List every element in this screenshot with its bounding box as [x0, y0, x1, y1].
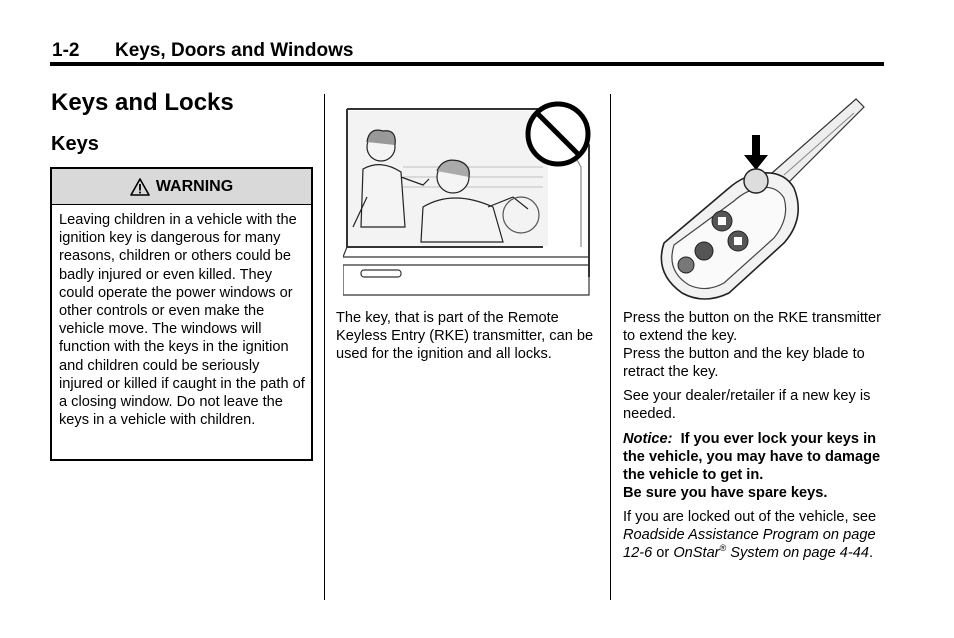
notice-label: Notice:	[623, 431, 673, 447]
warning-box	[50, 167, 313, 461]
rke-key-fob-illustration	[634, 93, 874, 305]
onstar-name: OnStar	[673, 545, 720, 561]
registered-mark: ®	[719, 543, 727, 554]
header-rule	[50, 62, 884, 66]
notice-text: If you ever lock your keys in the vehicle, you may have to damage the vehicle to get in.	[623, 431, 881, 483]
locked-out-paragraph	[623, 508, 885, 562]
page-number: 1-2	[52, 40, 80, 61]
notice-text-2: Be sure you have spare keys.	[623, 485, 828, 501]
warning-header	[52, 169, 311, 205]
roadside-reference: Roadside Assistance Program on page 12-6	[623, 527, 876, 561]
period: .	[868, 545, 874, 561]
dealer-text: See your dealer/retailer if a new key is needed.	[623, 388, 871, 422]
section-subheading: Keys	[51, 133, 99, 155]
section-title: Keys, Doors and Windows	[115, 40, 354, 61]
onstar-reference	[673, 545, 869, 561]
onstar-page-ref: System on page 4-44	[726, 545, 869, 561]
warning-triangle-icon	[130, 178, 150, 196]
locked-out-text: If you are locked out of the vehicle, see	[623, 509, 877, 525]
notice-paragraph	[623, 430, 885, 502]
retract-key-text: Press the button and the key blade to retract the key.	[623, 346, 865, 380]
key-description: The key, that is part of the Remote Keyless Entry (RKE) transmitter, can be used for the ignition and all locks.	[336, 310, 594, 362]
col3-paragraph-1	[623, 309, 885, 381]
column-divider-1	[324, 94, 325, 600]
column-divider-2	[610, 94, 611, 600]
or-text: or	[652, 545, 674, 561]
arrow-down-icon	[744, 135, 768, 170]
page-heading: Keys and Locks	[51, 89, 234, 116]
children-in-vehicle-illustration	[343, 97, 593, 302]
warning-label: WARNING	[155, 177, 234, 195]
extend-key-text: Press the button on the RKE transmitter to extend the key.	[623, 310, 881, 344]
prohibited-symbol-icon	[528, 104, 588, 164]
warning-text: Leaving children in a vehicle with the ignition key is dangerous for many reasons, children or others could be badly injured or even killed. They could operate the power windows or other controls or even make the vehicle move. The windows will function with the keys in the ignition and children could be seriously injured or killed if caught in the path of a closing window. Do not leave the keys in a vehicle with children.	[59, 212, 305, 429]
